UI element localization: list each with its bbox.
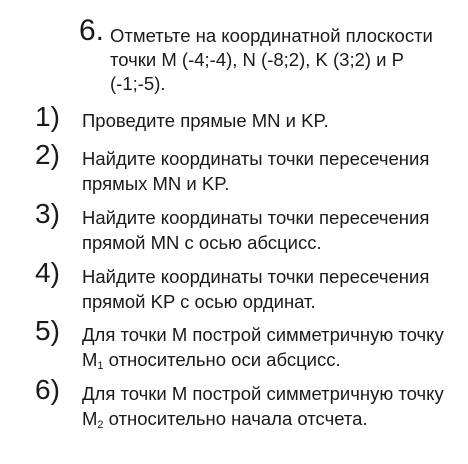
subscript: 2 xyxy=(97,419,104,431)
task-statement: Отметьте на координатной плоскости точки M (-4;-4), N (-8;2), K (3;2) и P (-1;-5). xyxy=(110,25,433,94)
item-text xyxy=(82,381,452,438)
item-text: Найдите координаты точки пересечения прямой MN с осью абсцисс. xyxy=(82,207,430,253)
item-number: 5) xyxy=(35,315,60,346)
subscript: 1 xyxy=(97,360,104,372)
item-number: 2) xyxy=(35,139,60,170)
item-text-part: относительно оси абсцисс. xyxy=(103,349,341,370)
item-text: Найдите координаты точки пересечения прямых MN и KP. xyxy=(82,148,430,194)
item-number: 3) xyxy=(35,198,60,229)
item-text-part: Для точки M построй симметричную точку M xyxy=(82,383,444,429)
item-number: 6) xyxy=(35,374,60,405)
item-number: 1) xyxy=(35,101,60,132)
task-number: 6. xyxy=(79,14,105,47)
item-text: Проведите прямые MN и KP. xyxy=(82,110,329,131)
item-text-part: относительно начала отсчета. xyxy=(103,408,368,429)
item-number: 4) xyxy=(35,257,60,288)
item-text: Найдите координаты точки пересечения прямой KP с осью ординат. xyxy=(82,266,430,312)
item-text-part: Для точки M построй симметричную точку M xyxy=(82,324,444,370)
item-text xyxy=(82,322,452,379)
